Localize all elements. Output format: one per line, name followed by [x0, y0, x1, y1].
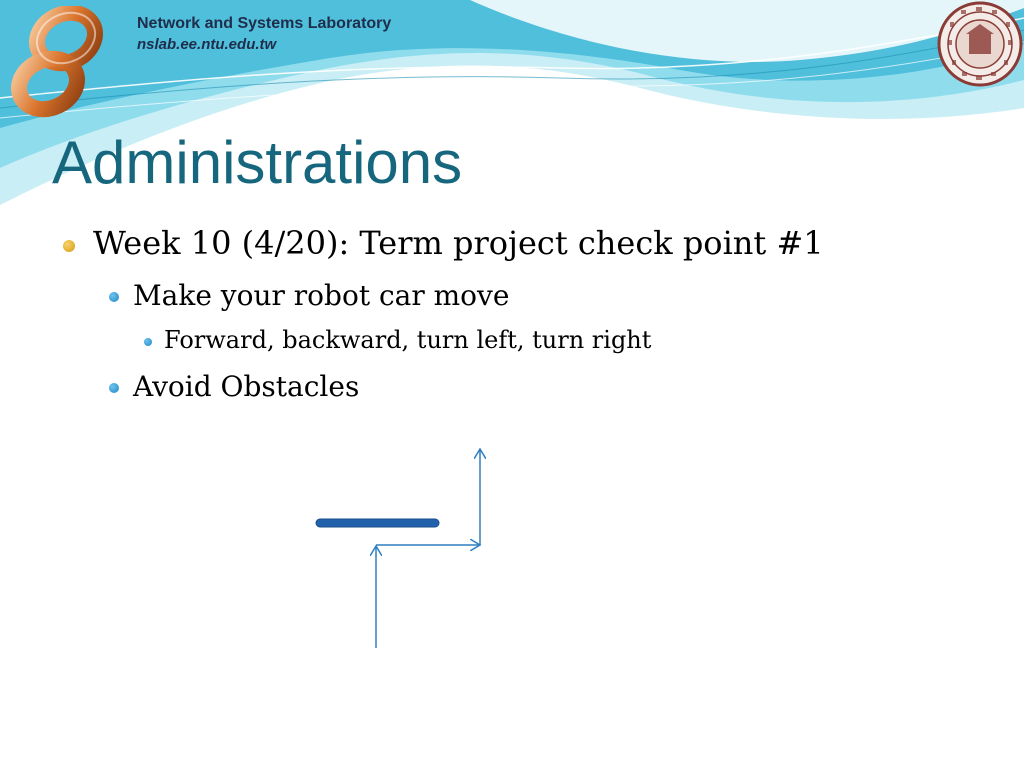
bullet-move-text: Make your robot car move — [133, 279, 510, 312]
obstacle-bar — [316, 519, 439, 527]
bullet-week-text: Week 10 (4/20): Term project check point #1 — [93, 224, 824, 262]
lab-name: Network and Systems Laboratory — [137, 15, 392, 32]
slide-title: Administrations — [52, 129, 463, 196]
lab-url: nslab.ee.ntu.edu.tw — [137, 36, 277, 53]
bullet-directions-text: Forward, backward, turn left, turn right — [164, 326, 652, 354]
bullet-obstacles-text: Avoid Obstacles — [133, 370, 360, 403]
